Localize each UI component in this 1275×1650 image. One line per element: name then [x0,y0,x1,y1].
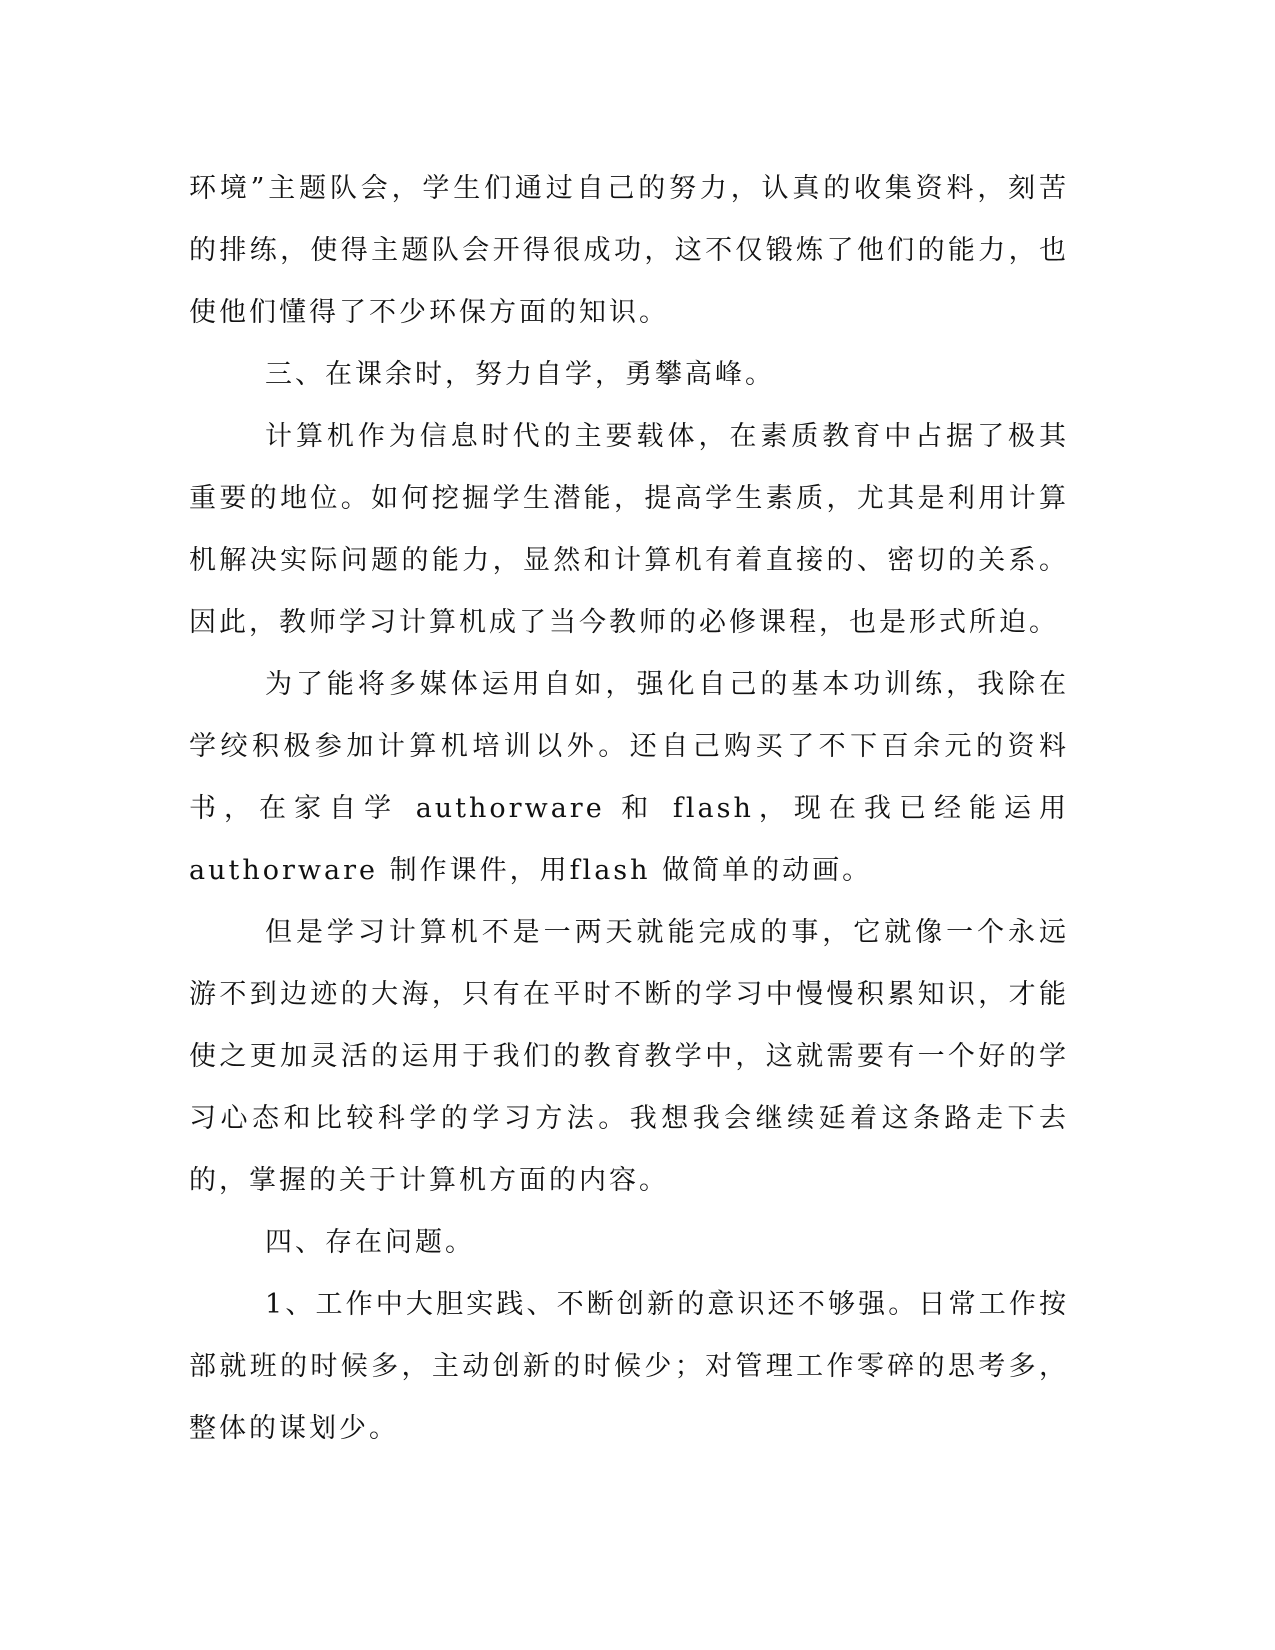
heading-section-four: 四、存在问题。 [265,1227,475,1258]
paragraph-problem-one: 1、工作中大胆实践、不断创新的意识还不够强。日常工作按部就班的时候多，主动创新的时候少；对管理工作零碎的思考多，整体的谋划少。 [189,1289,1069,1444]
paragraph-continuation: 环境”主题队会，学生们通过自己的努力，认真的收集资料，刻苦的排练，使得主题队会开得很成功，这不仅锻炼了他们的能力，也使他们懂得了不少环保方面的知识。 [189,173,1069,328]
document-body [189,158,1069,1460]
heading-section-three: 三、在课余时，努力自学，勇攀高峰。 [265,359,775,390]
paragraph-self-study: 为了能将多媒体运用自如，强化自己的基本功训练，我除在学绞积极参加计算机培训以外。还自己购买了不下百余元的资料书，在家自学 authorware 和 flash，现在我已经能运用 authorware 制作课件，用flash 做简单的动画。 [189,669,1069,886]
paragraph-continuous-learning: 但是学习计算机不是一两天就能完成的事，它就像一个永远游不到边迹的大海，只有在平时不断的学习中慢慢积累知识，才能使之更加灵活的运用于我们的教育教学中，这就需要有一个好的学习心态和比较科学的学习方法。我想我会继续延着这条路走下去的，掌握的关于计算机方面的内容。 [189,917,1069,1196]
paragraph-computer-importance: 计算机作为信息时代的主要载体，在素质教育中占据了极其重要的地位。如何挖掘学生潜能，提高学生素质，尤其是利用计算机解决实际问题的能力，显然和计算机有着直接的、密切的关系。因此，教师学习计算机成了当今教师的必修课程，也是形式所迫。 [189,421,1069,638]
